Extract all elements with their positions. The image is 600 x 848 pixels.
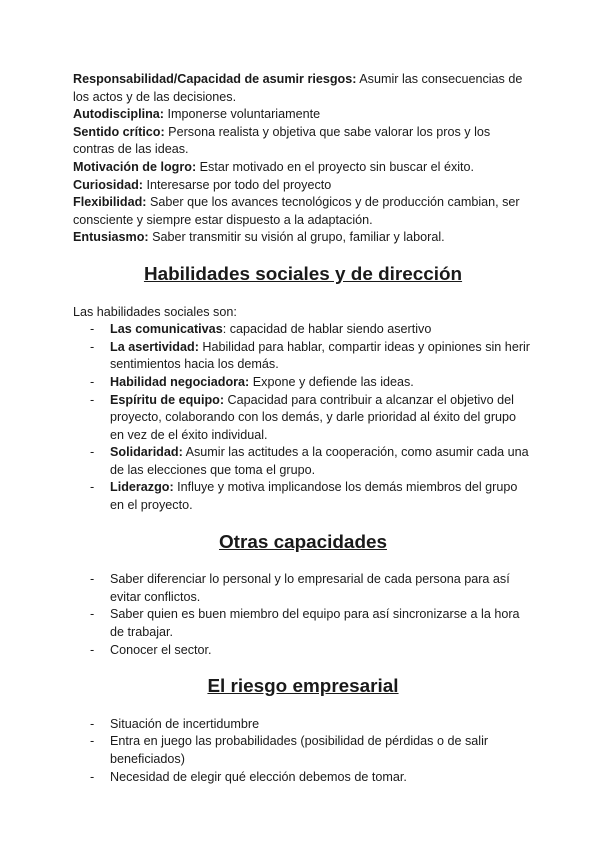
risk-list [73, 716, 533, 786]
attribute-term: Motivación de logro: [73, 159, 197, 174]
attribute-text: Saber que los avances tecnológicos y de producción cambian, ser consciente y siempre estar dispuesto a la adaptación. [73, 195, 520, 227]
skill-text: Habilidad para hablar, compartir ideas y opiniones sin herir sentimientos hacia los demás. [110, 339, 531, 372]
social-skills-list [73, 321, 533, 515]
attribute-text: Imponerse voluntariamente [163, 107, 321, 122]
list-item [73, 479, 533, 514]
attribute-text: Estar motivado en el proyecto sin buscar el éxito. [196, 159, 475, 174]
skill-term: Solidaridad: [110, 445, 183, 460]
attribute-term: Flexibilidad: [73, 195, 147, 210]
attribute-term: Entusiasmo: [73, 230, 149, 245]
social-intro: Las habilidades sociales son: [73, 304, 237, 319]
list-item [73, 339, 533, 374]
document-body [73, 71, 533, 786]
list-item: - Conocer el sector. [73, 642, 533, 660]
attribute-text: Persona realista y objetiva que sabe valorar los pros y los contras de las ideas. [73, 124, 491, 157]
skill-term: La asertividad: [110, 339, 199, 354]
other-heading: Otras capacidades [218, 531, 387, 553]
list-item: - Entra en juego las probabilidades (posibilidad de pérdidas o de salir beneficiados) [73, 733, 533, 768]
attribute-paragraph [73, 124, 533, 159]
attribute-text: Saber transmitir su visión al grupo, familiar y laboral. [148, 230, 445, 245]
list-item: - Situación de incertidumbre [73, 716, 533, 734]
skill-term: Liderazgo: [110, 480, 174, 495]
skill-term: Habilidad negociadora: [110, 374, 250, 389]
social-heading: Habilidades sociales y de dirección [143, 263, 463, 285]
attribute-term: Responsabilidad/Capacidad de asumir riesgos: [73, 72, 357, 86]
attribute-paragraph [73, 71, 533, 106]
attribute-paragraph [73, 159, 533, 177]
list-item: - Saber diferenciar lo personal y lo empresarial de cada persona para así evitar conflictos. [73, 571, 533, 606]
attribute-term: Sentido crítico: [73, 124, 165, 139]
skill-text: Asumir las actitudes a la cooperación, como asumir cada una de las elecciones que toma el grupo. [110, 445, 529, 477]
attribute-paragraph [73, 194, 533, 229]
skill-text: Expone y defiende las ideas. [249, 374, 414, 389]
attribute-paragraph [73, 229, 533, 247]
list-item [73, 374, 533, 392]
attribute-text: Asumir las consecuencias de los actos y de las decisiones. [73, 72, 523, 104]
attribute-text: Interesarse por todo del proyecto [142, 177, 332, 192]
attribute-term: Curiosidad: [73, 177, 143, 192]
list-item [73, 392, 533, 445]
risk-heading: El riesgo empresarial [207, 676, 399, 698]
attribute-term: Autodisciplina: [73, 107, 164, 122]
skill-term: Espíritu de equipo: [110, 392, 225, 407]
skill-text: Capacidad para contribuir a alcanzar el objetivo del proyecto, colaborando con los demás, y darle prioridad al éxito del grupo en vez de el éxito individual. [110, 392, 517, 442]
list-item: - Saber quien es buen miembro del equipo para así sincronizarse a la hora de trabajar. [73, 606, 533, 641]
list-item: - Necesidad de elegir qué elección debemos de tomar. [73, 769, 533, 787]
attributes-list [73, 71, 533, 247]
other-capacities-list [73, 571, 533, 659]
attribute-paragraph [73, 177, 533, 195]
skill-term: Las comunicativas [110, 322, 223, 337]
skill-text: Influye y motiva implicandose los demás miembros del grupo en el proyecto. [110, 480, 518, 513]
list-item [73, 321, 533, 339]
list-item [73, 444, 533, 479]
attribute-paragraph [73, 106, 533, 124]
skill-text: : capacidad de hablar siendo asertivo [222, 322, 432, 337]
